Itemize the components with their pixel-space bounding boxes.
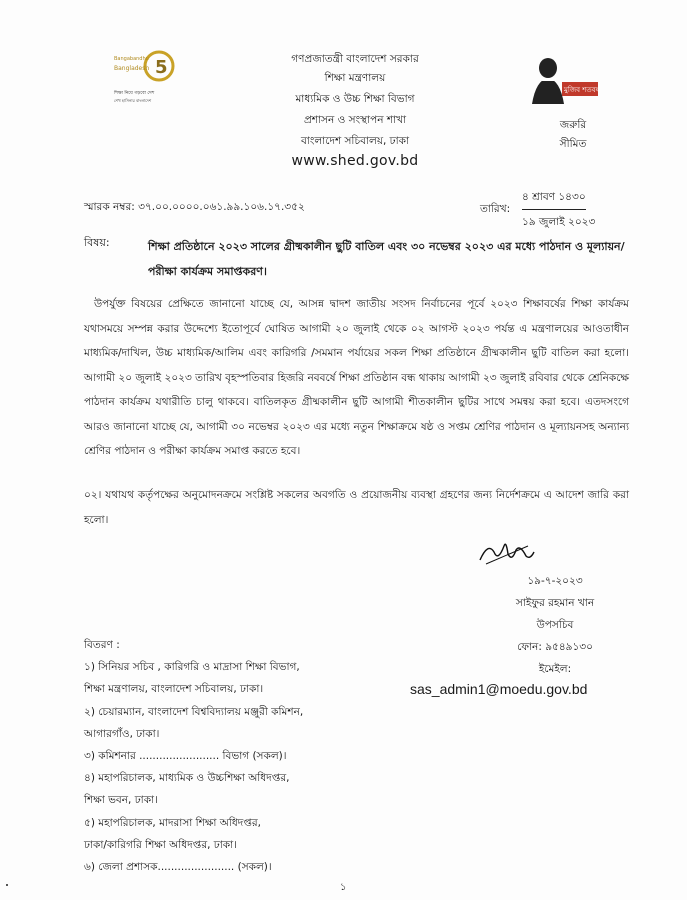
memo-number: স্মারক নম্বর: ৩৭.০০.০০০০.০৬১.৯৯.১০৬.১৭.৩৫২ [84, 201, 305, 213]
svg-text:Bangabandhu: Bangabandhu [114, 56, 149, 62]
svg-text:মুজিব শতবর্ষ: মুজিব শতবর্ষ [564, 86, 600, 94]
distribution-line: ৬) জেলা প্রশাসক....................... (সকল)। [84, 861, 272, 874]
svg-text:5: 5 [155, 57, 168, 78]
svg-text:শিক্ষা নিয়ে গড়বো দেশ: শিক্ষা নিয়ে গড়বো দেশ [114, 91, 155, 96]
signatory-email-link[interactable]: sas_admin1@moedu.gov.bd [410, 681, 588, 697]
distribution-line: ঢাকা/কারিগরি শিক্ষা অধিদপ্তর, ঢাকা। [84, 838, 237, 851]
header-location: বাংলাদেশ সচিবালয়, ঢাকা [300, 135, 410, 147]
date-label: তারিখ: [480, 203, 511, 215]
signatory-email-label: ইমেইল: [538, 663, 572, 675]
signature-block [480, 570, 630, 680]
header-division: মাধ্যমিক ও উচ্চ শিক্ষা বিভাগ [295, 93, 415, 105]
limited-label: সীমিত [559, 138, 587, 150]
distribution-line: শিক্ষা ভবন, ঢাকা। [84, 794, 158, 807]
date-bangla: ৪ শ্রাবণ ১৪৩০ [522, 190, 586, 210]
distribution-line: ১) সিনিয়র সচিব , কারিগরি ও মাদ্রাসা শিক্ষা বিভাগ, [84, 661, 300, 674]
subject-text: শিক্ষা প্রতিষ্ঠানে ২০২৩ সালের গ্রীষ্মকালীন ছুটি বাতিল এবং ৩০ নভেম্বর ২০২৩ এর মধ্যে পাঠদান ও মূল্যায়ন/পরীক্ষা কার্যক্রম সমাপ্তকরণ। [148, 240, 625, 278]
distribution-line: ৪) মহাপরিচালক, মাধ্যমিক ও উচ্চশিক্ষা অধিদপ্তর, [84, 772, 290, 785]
header-branch: প্রশাসন ও সংস্থাপন শাখা [303, 114, 407, 126]
body-paragraph-2: ০২। যথাযথ কর্তৃপক্ষের অনুমোদনক্রমে সংশ্লিষ্ট সকলের অবগতি ও প্রয়োজনীয় ব্যবস্থা গ্রহণের জন্য নির্দেশক্রমে এ আদেশ জারি করা হলো। [84, 489, 629, 526]
page-number: ১ [340, 882, 347, 893]
priority-block [518, 116, 628, 154]
education-50-years-logo [112, 44, 182, 110]
distribution-line: ২) চেয়ারম্যান, বাংলাদেশ বিশ্ববিদ্যালয় মঞ্জুরী কমিশন, [84, 705, 304, 718]
mujib-centenary-logo [522, 54, 600, 104]
header-website-link[interactable]: www.shed.gov.bd [291, 153, 419, 169]
signature-date: ১৯-৭-২০২৩ [527, 575, 583, 587]
signature-mark [476, 534, 536, 568]
signatory-name: সাইফুর রহমান খান [515, 597, 595, 609]
distribution-line: ৩) কমিশনার ........................ বিভাগ (সকল)। [84, 750, 287, 763]
distribution-label: বিতরণ : [84, 639, 120, 651]
signatory-phone: ফোন: ৯৫৪৯১৩০ [517, 641, 593, 653]
signatory-designation: উপসচিব [536, 619, 574, 631]
page-dot [6, 884, 8, 886]
distribution-list [84, 634, 384, 878]
svg-text:Bangladesh: Bangladesh [114, 65, 150, 72]
svg-text:শেখ হাসিনার বাংলাদেশ: শেখ হাসিনার বাংলাদেশ [114, 98, 152, 103]
distribution-line: শিক্ষা মন্ত্রণালয়, বাংলাদেশ সচিবালয়, ঢাকা। [84, 683, 264, 696]
date-english: ১৯ জুলাই ২০২৩ [522, 216, 596, 228]
urgent-label: জরুরি [559, 119, 587, 131]
header-ministry: শিক্ষা মন্ত্রণালয় [324, 72, 386, 84]
subject-label: বিষয়: [84, 236, 110, 249]
body-paragraph-1: উপর্যুক্ত বিষয়ের প্রেক্ষিতে জানানো যাচ্ছে যে, আসন্ন দ্বাদশ জাতীয় সংসদ নির্বাচনের পূর্বে ২০২৩ শিক্ষাবর্ষের শিক্ষা কার্যক্রম যথাসময়ে সম্পন্ন করার উদ্দেশ্যে ইতোপূর্বে ঘোষিত আগামী ২০ জুলাই থেকে ০২ আগস্ট ২০২৩ পর্যন্ত এ মন্ত্রণালয়ের আওতাধীন মাধ্যমিক/দাখিল, উচ্চ মাধ্যমিক/আলিম এবং কারিগরি /সমমান পর্যায়ের সকল শিক্ষা প্রতিষ্ঠানে গ্রীষ্মকালীন ছুটি বাতিল করা হলো। আগামী ২০ জুলাই ২০২৩ তারিখ বৃহস্পতিবার হিজরি নববর্ষে শিক্ষা প্রতিষ্ঠান বন্ধ থাকায় আগামী ২৩ জুলাই রবিবার থেকে শ্রেনিকক্ষে পাঠদান কার্যক্রম যথারীতি চালু থাকবে। বাতিলকৃত গ্রীষ্মকালীন ছুটি আগামী শীতকালীন ছুটির সাথে সমন্বয় করা হবে। এতদসংগে আরও জানানো যাচ্ছে যে, আগামী ৩০ নভেম্বর ২০২৩ এর মধ্যে নতুন শিক্ষাক্রমে ষষ্ঠ ও সপ্তম শ্রেণির পাঠদান ও মূল্যায়নসহ অন্যান্য শ্রেণির পাঠদান ও পরীক্ষা কার্যক্রম সমাপ্ত করতে হবে। [84, 298, 629, 457]
header-government: গণপ্রজাতন্ত্রী বাংলাদেশ সরকার [291, 53, 419, 65]
distribution-line: ৫) মহাপরিচালক, মাদরাসা শিক্ষা অধিদপ্তর, [84, 816, 261, 829]
distribution-line: আগারগাঁও, ঢাকা। [84, 727, 160, 740]
